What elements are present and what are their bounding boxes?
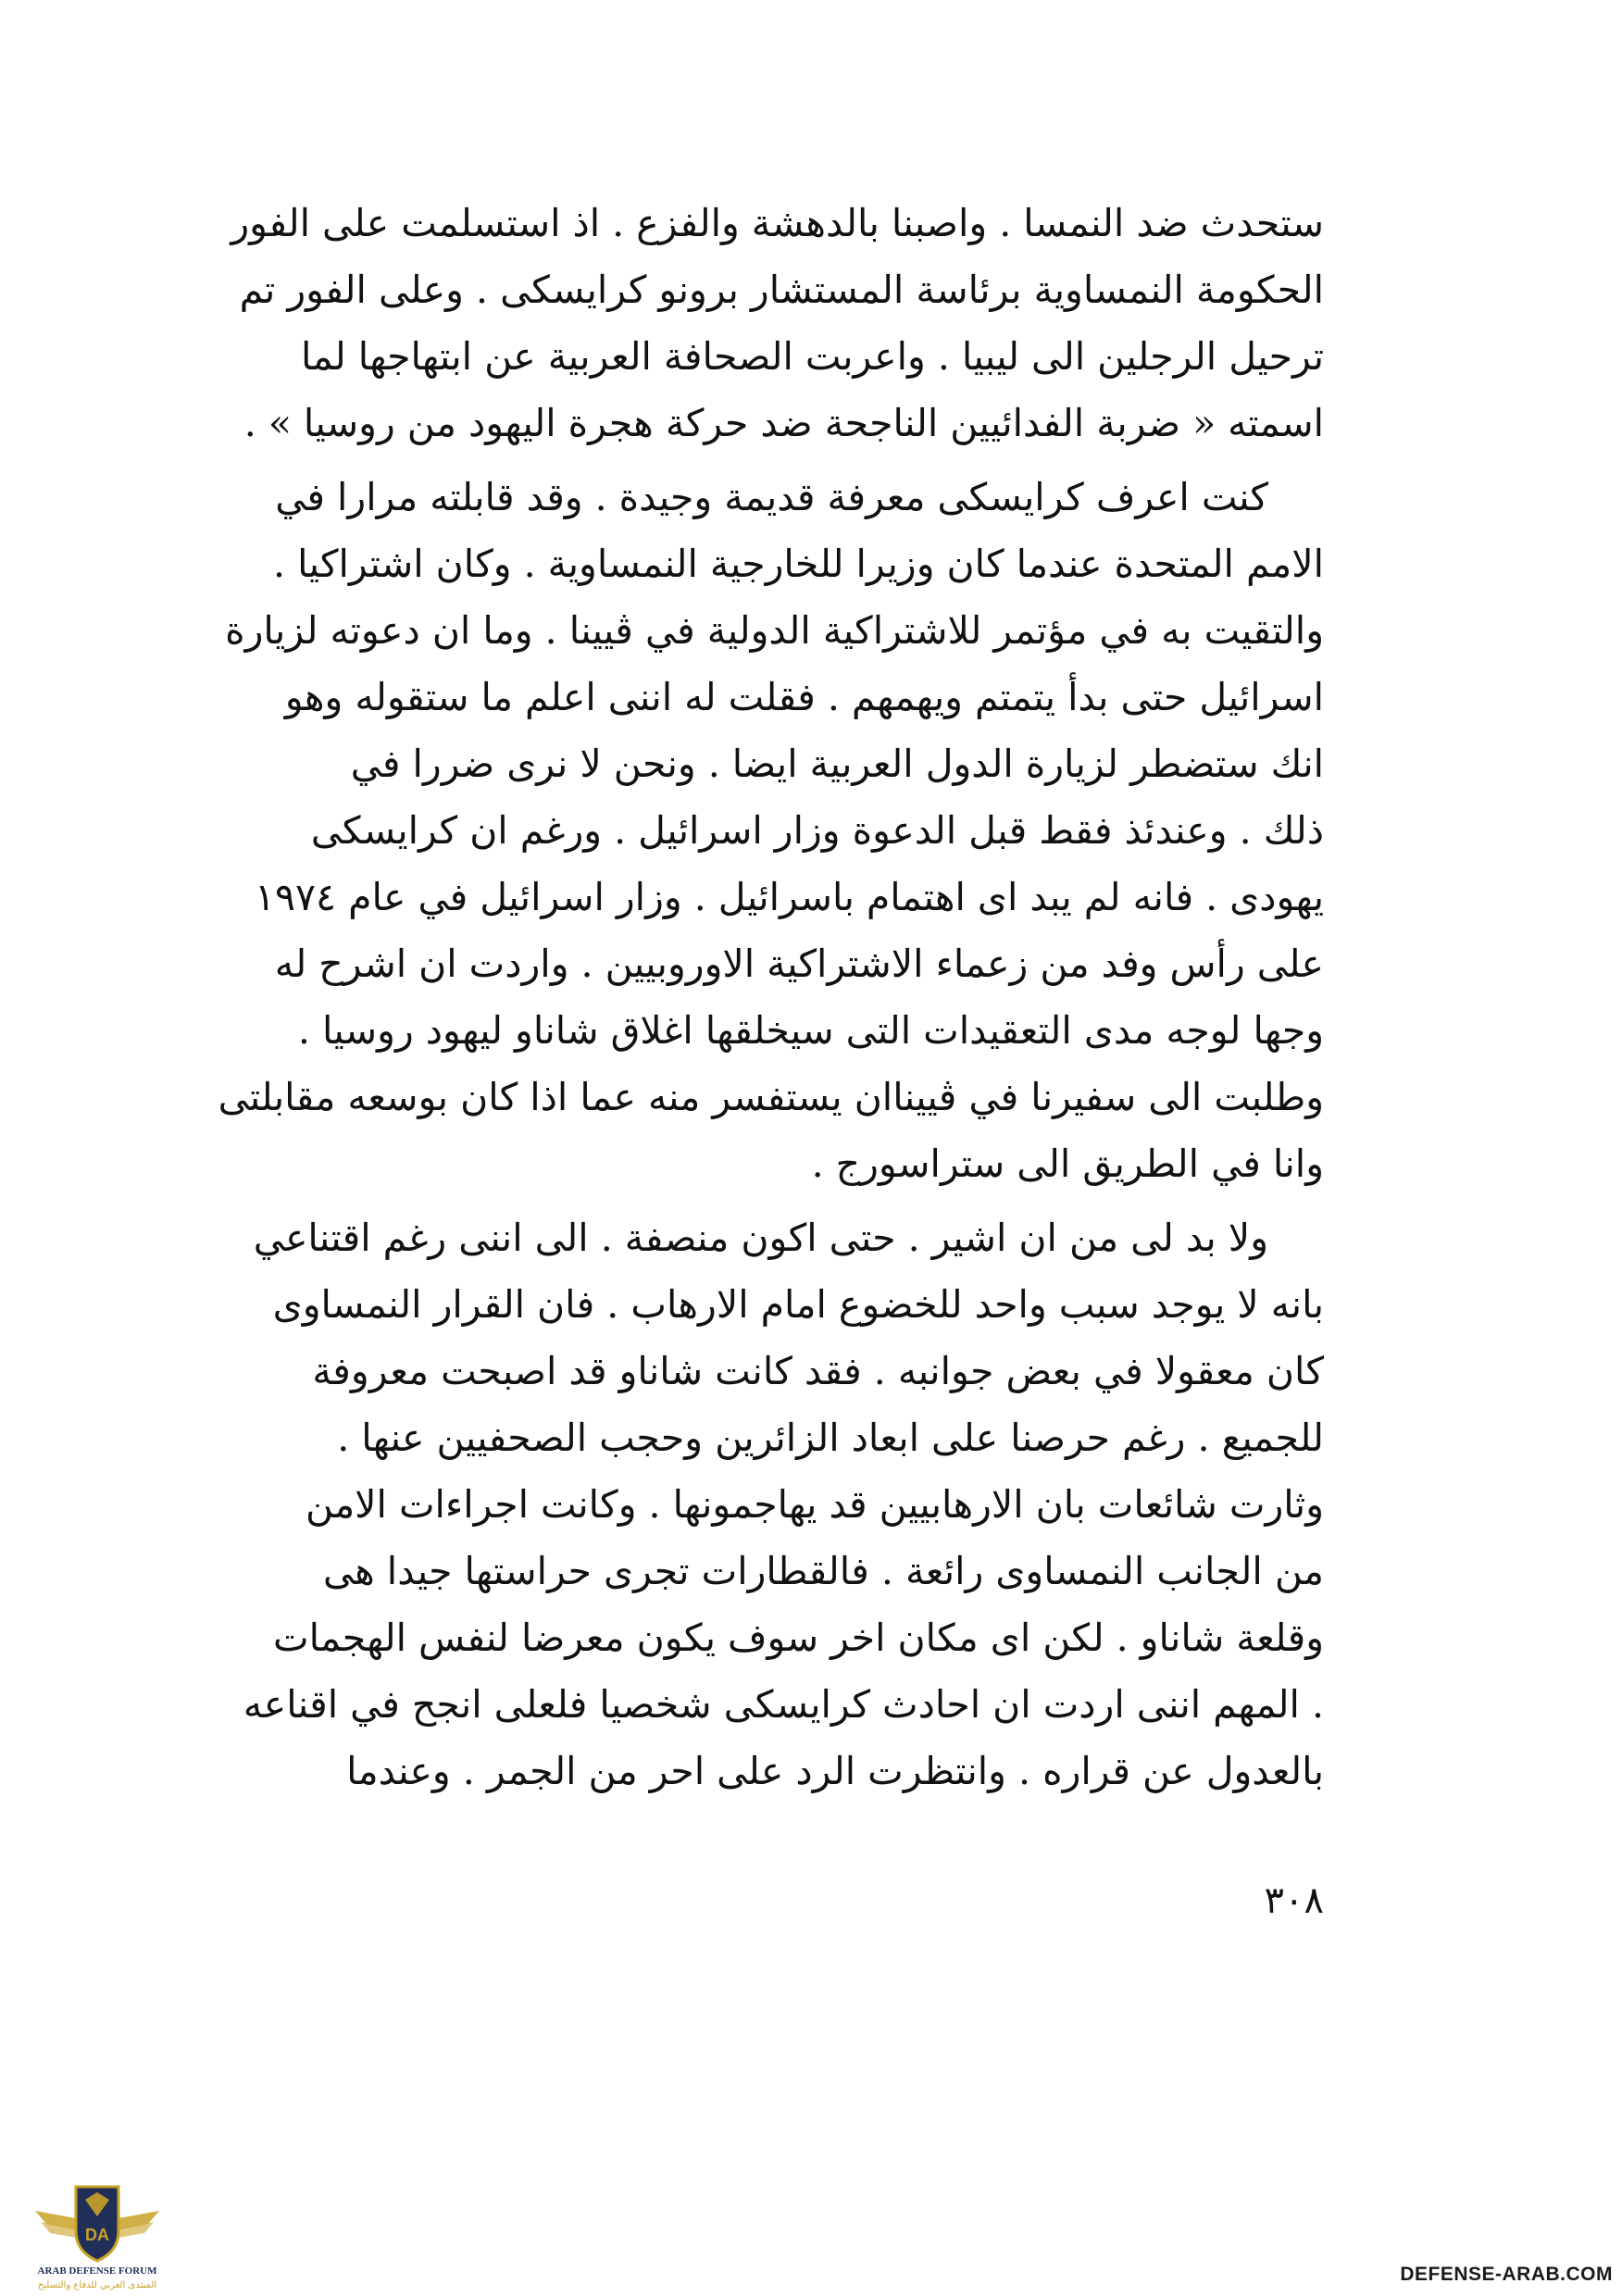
text-line: ولا بد لى من ان اشير . حتى اكون منصفة . الى اننى رغم اقتناعي (253, 1216, 1268, 1260)
paragraph-2 (218, 464, 1324, 1197)
forum-logo (28, 2176, 167, 2291)
paragraph-3 (243, 1204, 1324, 1804)
svg-text:المنتدى العربي للدفاع والتسليح: المنتدى العربي للدفاع والتسليح (37, 2280, 157, 2290)
text-line: الحكومة النمساوية برئاسة المستشار برونو كرايسكى . وعلى الفور تم (239, 268, 1324, 312)
text-line: وثارت شائعات بان الارهابيين قد يهاجمونها . وكانت اجراءات الامن (305, 1482, 1324, 1527)
text-line: . المهم اننى اردت ان احادث كرايسكى شخصيا فلعلى انجح في اقناعه (243, 1682, 1324, 1727)
text-line: الامم المتحدة عندما كان وزيرا للخارجية النمساوية . وكان اشتراكيا . (273, 542, 1324, 586)
text-line: ذلك . وعندئذ فقط قبل الدعوة وزار اسرائيل . ورغم ان كرايسكى (310, 808, 1324, 853)
text-line: وقلعة شاناو . لكن اى مكان اخر سوف يكون معرضا لنفس الهجمات (272, 1616, 1324, 1660)
site-watermark: DEFENSE-ARAB.COM (1400, 2264, 1613, 2285)
text-line: بالعدول عن قراره . وانتظرت الرد على احر من الجمر . وعندما (346, 1749, 1324, 1793)
svg-text:DA: DA (85, 2226, 109, 2244)
text-line: من الجانب النمساوى رائعة . فالقطارات تجرى حراستها جيدا هى (322, 1549, 1324, 1593)
text-line: بانه لا يوجد سبب واحد للخضوع امام الارهاب . فان القرار النمساوى (272, 1282, 1324, 1327)
text-line: يهودى . فانه لم يبد اى اهتمام باسرائيل . وزار اسرائيل في عام ١٩٧٤ (254, 875, 1324, 919)
text-line: انك ستضطر لزيارة الدول العربية ايضا . ونحن لا نرى ضررا في (350, 742, 1324, 786)
paragraph-1 (231, 190, 1324, 456)
text-line: للجميع . رغم حرصنا على ابعاد الزائرين وحجب الصحفيين عنها . (337, 1416, 1324, 1460)
text-line: كنت اعرف كرايسكى معرفة قديمة وجيدة . وقد قابلته مرارا في (275, 475, 1268, 519)
body-text (218, 190, 1324, 1804)
svg-text:ARAB DEFENSE FORUM: ARAB DEFENSE FORUM (37, 2265, 157, 2277)
text-line: ترحيل الرجلين الى ليبيا . واعربت الصحافة العربية عن ابتهاجها لما (301, 334, 1324, 379)
page-number: ٣٠٨ (1264, 1879, 1324, 1922)
text-line: اسرائيل حتى بدأ يتمتم ويهمهم . فقلت له اننى اعلم ما ستقوله وهو (284, 675, 1324, 719)
text-line: والتقيت به في مؤتمر للاشتراكية الدولية في ڤيينا . وما ان دعوته لزيارة (225, 608, 1324, 653)
text-line: على رأس وفد من زعماء الاشتراكية الاوروبيين . واردت ان اشرح له (274, 942, 1324, 986)
text-line: وجها لوجه مدى التعقيدات التى سيخلقها اغلاق شاناو ليهود روسيا . (297, 1008, 1324, 1053)
text-line: ستحدث ضد النمسا . واصبنا بالدهشة والفزع . اذ استسلمت على الفور (231, 201, 1324, 245)
text-line: كان معقولا في بعض جوانبه . فقد كانت شاناو قد اصبحت معروفة (312, 1349, 1324, 1393)
text-line: اسمته « ضربة الفدائيين الناجحة ضد حركة هجرة اليهود من روسيا » . (243, 401, 1324, 445)
text-line: وانا في الطريق الى ستراسورج . (811, 1142, 1324, 1186)
text-line: وطلبت الى سفيرنا في ڤييناان يستفسر منه عما اذا كان بوسعه مقابلتى (218, 1075, 1324, 1119)
